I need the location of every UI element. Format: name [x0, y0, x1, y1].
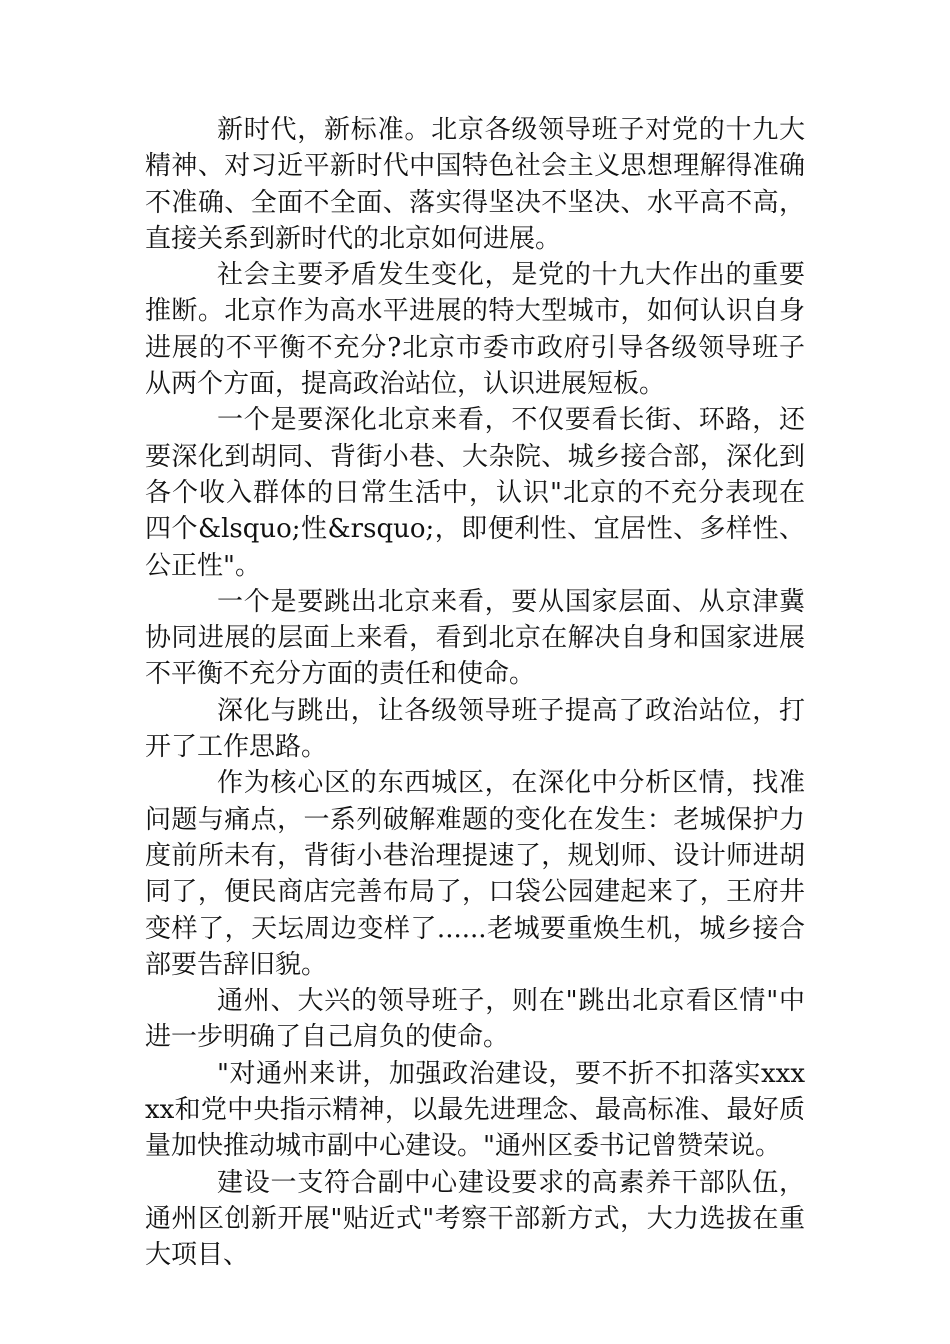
document-body [145, 112, 805, 1274]
paragraph-1: 新时代，新标准。北京各级领导班子对党的十九大精神、对习近平新时代中国特色社会主义思想理解得准确不准确、全面不全面、落实得坚决不坚决、水平高不高，直接关系到新时代的北京如何进展。 [145, 115, 805, 254]
paragraph-4: 一个是要跳出北京来看，要从国家层面、从京津冀协同进展的层面上来看，看到北京在解决自身和国家进展不平衡不充分方面的责任和使命。 [145, 586, 805, 690]
paragraph-6: 作为核心区的东西城区，在深化中分析区情，找准问题与痛点，一系列破解难题的变化在发生：老城保护力度前所未有，背街小巷治理提速了，规划师、设计师进胡同了，便民商店完善布局了，口袋公园建起来了，王府井变样了，天坛周边变样了......老城要重焕生机，城乡接合部要告辞旧貌。 [145, 768, 805, 980]
paragraph-5: 深化与跳出，让各级领导班子提高了政治站位，打开了工作思路。 [145, 695, 805, 763]
paragraph-8: "对通州来讲，加强政治建设，要不折不扣落实xxxxx和党中央指示精神，以最先进理念、最高标准、最好质量加快推动城市副中心建设。"通州区委书记曾赞荣说。 [145, 1058, 805, 1162]
paragraph-2: 社会主要矛盾发生变化，是党的十九大作出的重要推断。北京作为高水平进展的特大型城市，如何认识自身进展的不平衡不充分?北京市委市政府引导各级领导班子从两个方面，提高政治站位，认识进展短板。 [145, 260, 805, 400]
paragraph-3: 一个是要深化北京来看，不仅要看长街、环路，还要深化到胡同、背街小巷、大杂院、城乡接合部，深化到各个收入群体的日常生活中，认识"北京的不充分表现在四个&lsquo;性&rsquo;，即便利性、宜居性、多样性、公正性"。 [145, 405, 805, 581]
paragraph-9: 建设一支符合副中心建设要求的高素养干部队伍，通州区创新开展"贴近式"考察干部新方式，大力选拔在重大项目、 [145, 1167, 805, 1271]
paragraph-7: 通州、大兴的领导班子，则在"跳出北京看区情"中进一步明确了自己肩负的使命。 [145, 986, 805, 1053]
